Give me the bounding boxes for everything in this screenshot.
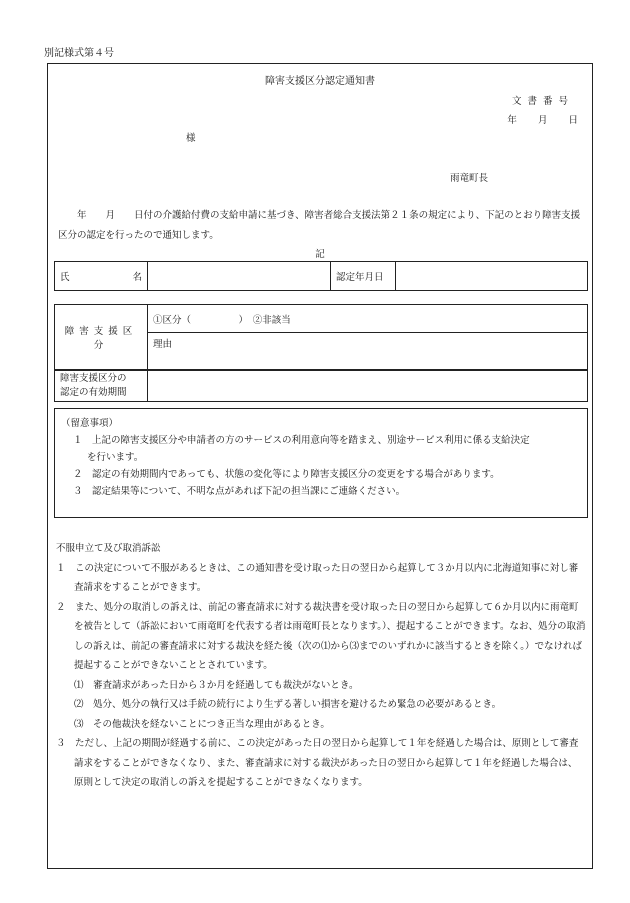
cert-date-label: 認定年月日 [331,262,396,291]
appeal-heading: 不服申立て及び取消訴訟 [56,543,161,554]
addressee-suffix: 様 [186,133,196,144]
name-label-1: 氏 [60,272,70,283]
classification-options[interactable]: ①区分（ ） ②非該当 [148,305,588,333]
appeal-subitem-1: ⑴ 審査請求があった日から３か月を経過しても裁決がないとき。 [74,679,359,691]
name-label-2: 名 [132,272,142,283]
appeal-subitem-3: ⑶ その他裁決を経ないことにつき正当な理由があるとき。 [74,718,330,730]
validity-table [54,370,588,402]
classification-label: 障害支援区分 [55,305,148,370]
appeal-item-2: ２ また、処分の取消しの訴えは、前記の審査請求に対する裁決書を受け取った日の翌日から起算して６か月以内に雨竜町を被告として（訴訟において雨竜町を代表する者は雨竜町長となります。）、提起することができます。なお、処分の取消しの訴えは、前記の審査請求に対する裁決を経た後（次の⑴から⑶までのいずれかに該当するときを除く。）でなければ提起することができないこととされています。 [56,601,586,671]
ki-heading: 記 [315,249,325,260]
document-frame [47,63,593,869]
name-label-cell [55,262,148,291]
appeal-item-3: ３ ただし、上記の期間が経過する前に、この決定があった日の翌日から起算して１年を経過した場合は、原則として審査請求をすることができなくなり、また、審査請求に対する裁決があった日の翌日から起算して１年を経過した場合は、原則として決定の取消しの訴えを提起することができなくなります。 [56,738,579,788]
notes-item-3: ３ 認定結果等について、不明な点があれば下記の担当課にご連絡ください。 [73,486,406,497]
form-id: 別記様式第４号 [44,48,114,59]
date-day: 日 [568,115,578,126]
appeal-subitem-2: ⑵ 処分、処分の執行又は手続の続行により生ずる著しい損害を避けるため緊急の必要があるとき。 [74,699,502,710]
issuer: 雨竜町長 [449,173,488,184]
validity-label [55,371,148,402]
notes-box [54,408,588,518]
appeal-section [56,539,586,793]
appeal-item-1: １ この決定について不服があるときは、この通知書を受け取った日の翌日から起算して３か月以内に北海道知事に対し審査請求をすることができます。 [56,562,579,593]
intro-text: 年 月 日付の介護給付費の支給申請に基づき、障害者総合支援法第２１条の規定により、下記のとおり障害支援区分の認定を行ったので通知します。 [58,210,581,241]
notes-heading: （留意事項） [61,418,119,429]
date-line [489,112,578,126]
date-year: 年 [507,115,517,126]
classification-reason[interactable]: 理由 [148,333,588,370]
name-table [54,261,588,291]
document-title: 障害支援区分認定通知書 [265,76,375,87]
notes-item-2: ２ 認定の有効期間内であっても、状態の変化等により障害支援区分の変更をする場合があります。 [73,469,500,480]
classification-table [54,304,588,370]
notes-item-1-cont: を行います。 [87,452,144,463]
date-month: 月 [537,115,548,126]
validity-label-line2: 認定の有効期間 [60,387,127,398]
validity-label-line1: 障害支援区分の [60,373,127,384]
cert-date-value-cell[interactable] [396,262,588,291]
name-value-cell[interactable] [148,262,331,291]
validity-value-cell[interactable] [148,371,588,402]
notes-item-1: １ 上記の障害支援区分や申請者の方のサービスの利用意向等を踏まえ、別途サービス利用に係る支給決定 [73,435,530,446]
document-number-label: 文書番号 [511,96,574,107]
